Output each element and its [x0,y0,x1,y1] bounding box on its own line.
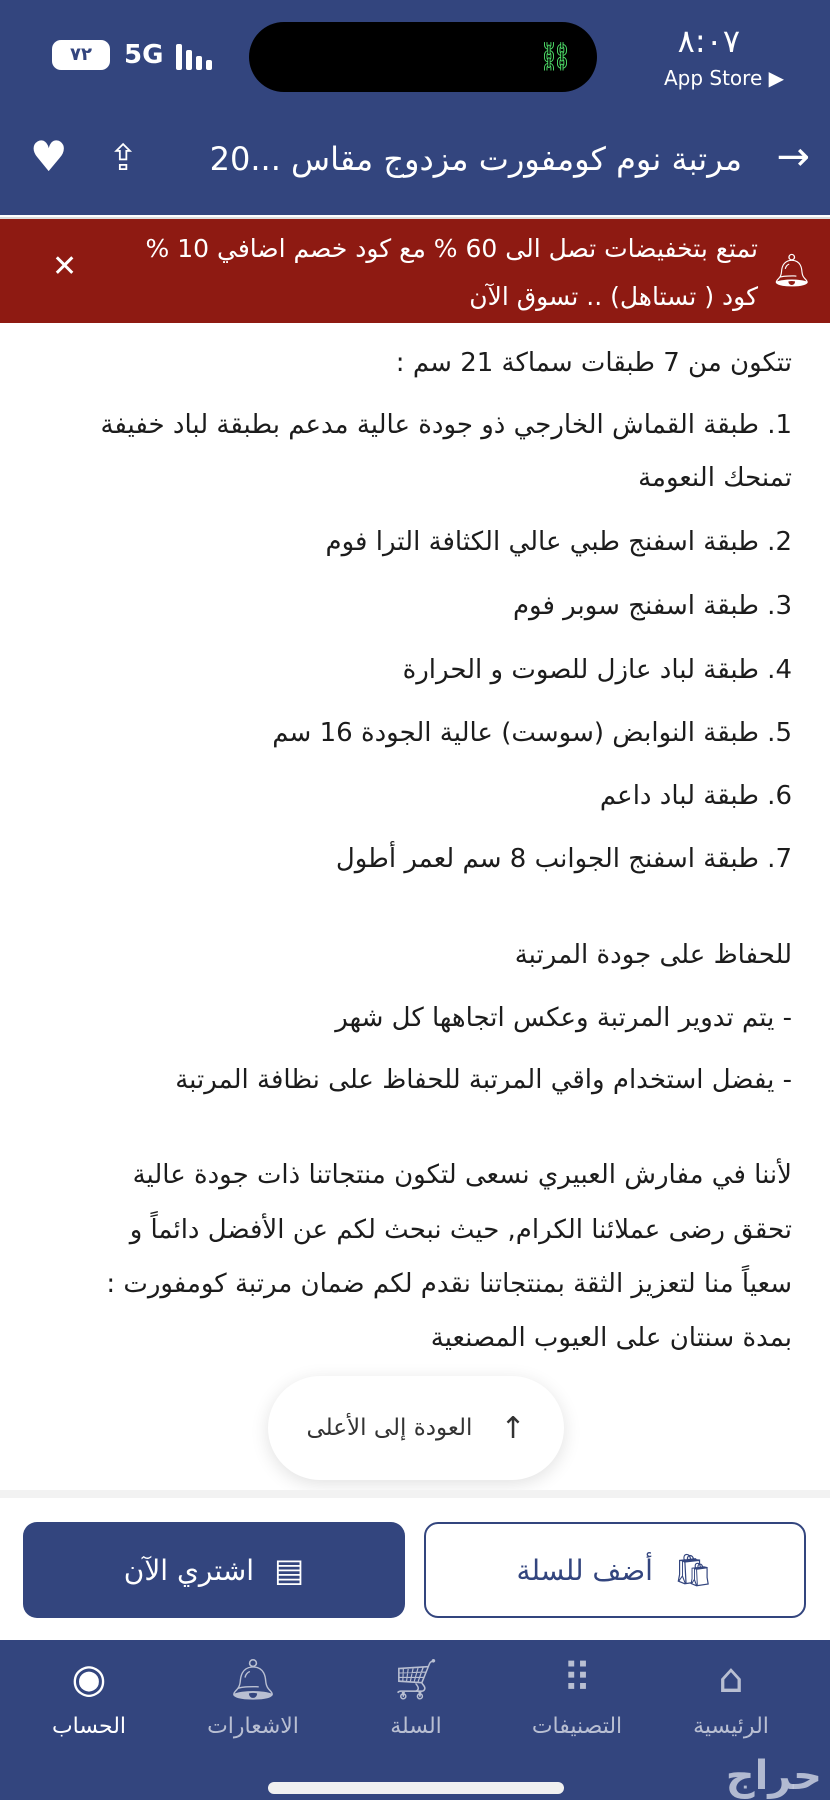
nav-label: الرئيسية [693,1714,769,1739]
nav-item-categories[interactable] [502,1656,652,1739]
shopping-bag-icon: 🛍︎ [672,1551,714,1589]
action-bar [0,1490,830,1640]
back-to-top-label: العودة إلى الأعلى [306,1415,473,1441]
description-line: 2. طبقة اسفنج طبي عالي الكثافة الترا فوم [325,527,792,557]
card-icon: ▤ [274,1551,305,1589]
description-line: تحقق رضى عملائنا الكرام, حيث نبحث لكم عن الأفضل دائماً و [129,1215,792,1245]
description-line: تمنحك النعومة [638,463,792,493]
clock: ٨:٠٧ [677,22,740,60]
signal-icon [176,44,212,70]
add-to-cart-label: أضف للسلة [516,1553,653,1587]
cart-icon: 🛒︎ [390,1657,442,1703]
nav-label: السلة [390,1714,442,1739]
link-icon: ⛓ [537,40,573,73]
promo-text: تمتع بتخفيضات تصل الى 60 % مع كود خصم اضافي 10 % كود ( تستاهل) .. تسوق الآن [145,234,758,311]
account-icon: ◉ [71,1656,107,1702]
description-line: بمدة سنتان على العيوب المصنعية [430,1323,792,1353]
description-line: 6. طبقة لباد داعم [599,781,792,811]
back-arrow-icon[interactable]: → [776,134,810,180]
nav-item-account[interactable] [14,1656,164,1739]
add-to-cart-button[interactable] [424,1522,806,1618]
nav-item-notifications[interactable] [178,1656,328,1739]
description-line: 1. طبقة القماش الخارجي ذو جودة عالية مدعم بطبقة لباد خفيفة [100,410,792,440]
haraj-watermark: حراج [725,1753,822,1799]
battery-indicator: ٧٢ [52,40,110,70]
store-icon: ⌂ [718,1656,744,1702]
description-line: 4. طبقة لباد عازل للصوت و الحرارة [402,655,792,685]
nav-item-home[interactable] [656,1656,806,1739]
description-line: للحفاظ على جودة المرتبة [514,940,792,970]
grid-icon: ⠿ [562,1656,592,1702]
home-indicator[interactable] [268,1782,564,1794]
description-line: 3. طبقة اسفنج سوبر فوم [512,591,792,621]
dynamic-island [249,22,597,92]
close-icon[interactable]: ✕ [52,249,78,284]
status-bar [0,0,830,110]
bell-icon: 🔔︎ [771,251,812,289]
nav-item-cart[interactable] [341,1656,491,1739]
top-bar [0,110,830,215]
bell-icon: 🔔︎ [227,1657,279,1703]
back-to-app-store[interactable]: App Store ▶ [663,66,784,90]
buy-now-label: اشتري الآن [123,1553,255,1587]
description-line: - يتم تدوير المرتبة وعكس اتجاهها كل شهر [335,1003,792,1033]
share-icon[interactable]: ⇪ [108,138,139,179]
buy-now-button[interactable] [23,1522,405,1618]
nav-label: الاشعارات [207,1714,299,1739]
back-to-top-button[interactable] [268,1376,564,1480]
bottom-nav [0,1640,830,1800]
description-line: 7. طبقة اسفنج الجوانب 8 سم لعمر أطول [335,844,792,874]
promo-banner[interactable] [0,217,830,323]
description-line: 5. طبقة النوابض (سوست) عالية الجودة 16 سم [272,718,792,748]
description-line: - يفضل استخدام واقي المرتبة للحفاظ على نظافة المرتبة [175,1065,792,1095]
nav-label: الحساب [51,1714,127,1739]
arrow-up-icon: ↑ [500,1410,526,1446]
page-title: مرتبة نوم كومفورت مزدوج مقاس ...20 [209,140,742,178]
description-line: سعياً منا لتعزيز الثقة بمنتجاتنا نقدم لكم ضمان مرتبة كومفورت : [106,1269,792,1299]
description-line: لأننا في مفارش العبيري نسعى لتكون منتجاتنا ذات جودة عالية [132,1160,792,1190]
heart-icon[interactable]: ♥ [30,132,68,181]
nav-label: التصنيفات [531,1714,623,1739]
description-line: تتكون من 7 طبقات سماكة 21 سم : [395,348,792,378]
network-label: 5G [124,40,164,70]
